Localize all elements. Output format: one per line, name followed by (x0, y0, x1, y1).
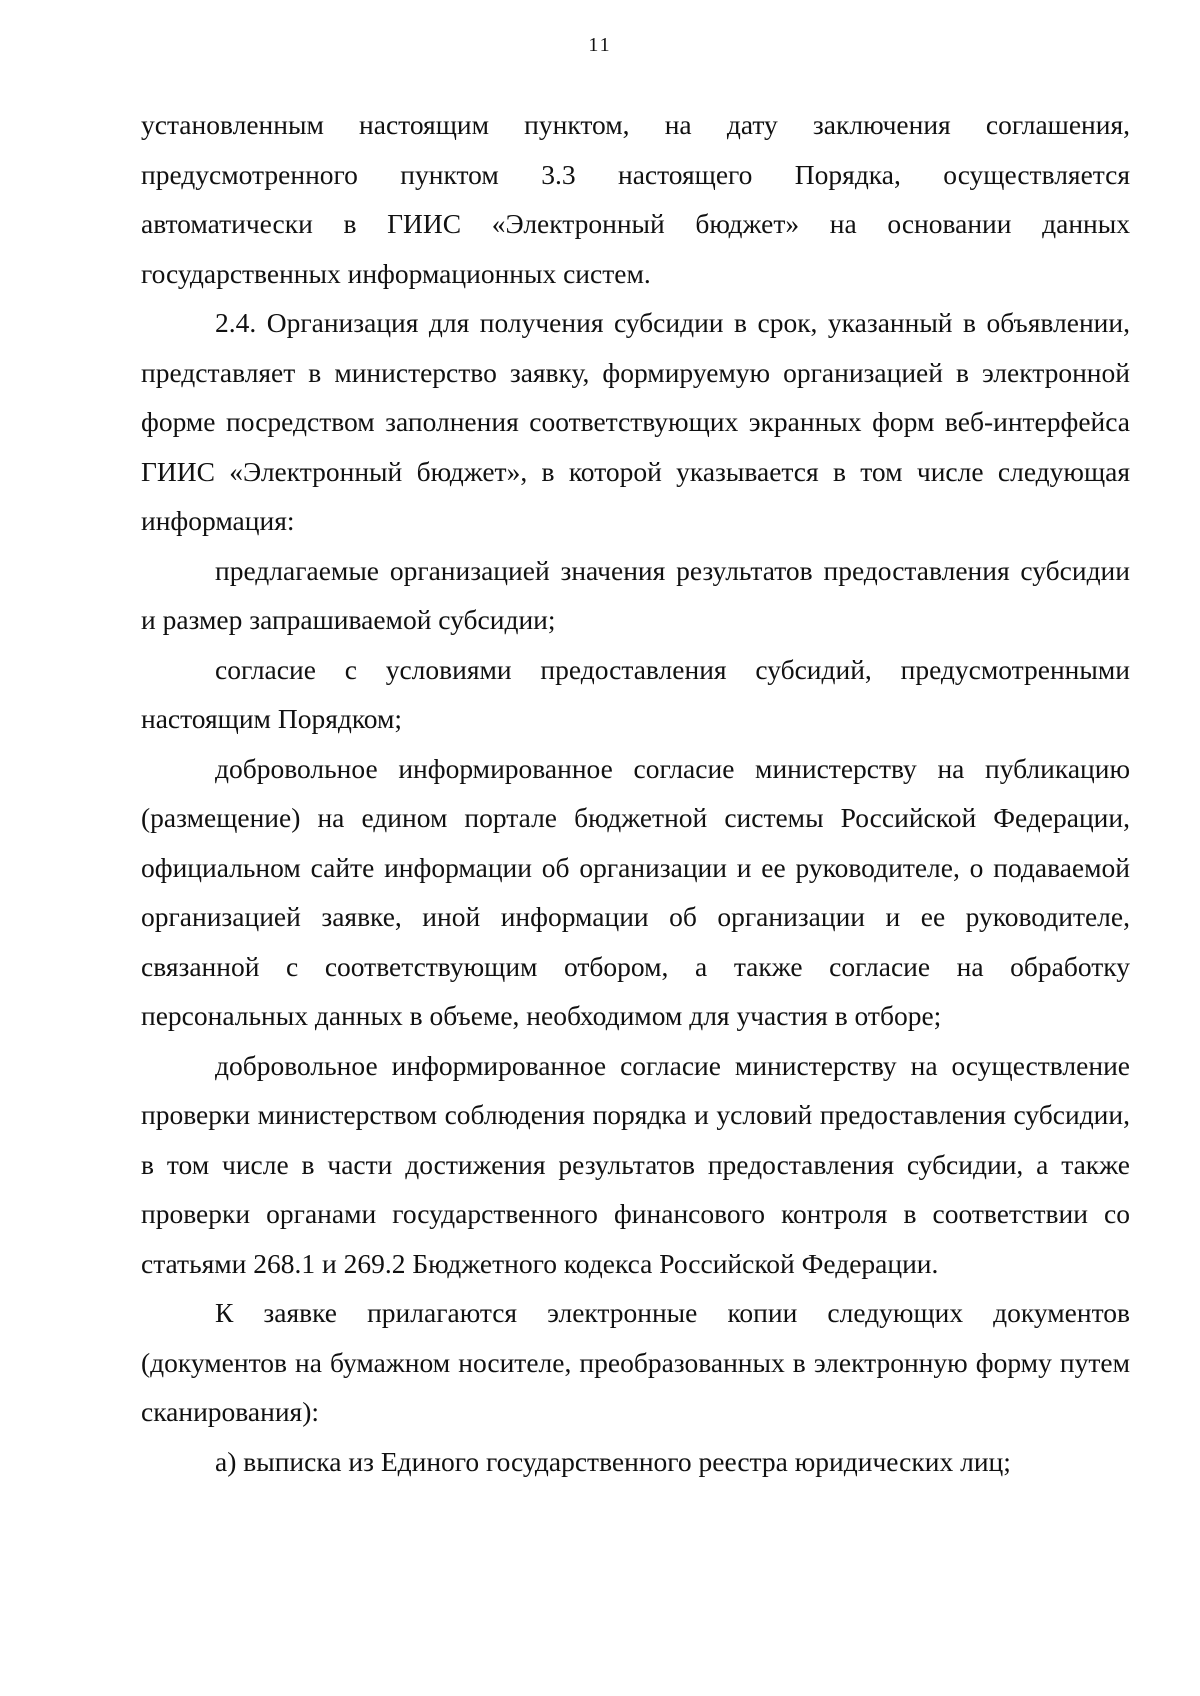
paragraph-proposed-results: предлагаемые организацией значения результатов предоставления субсидии и размер запрашиваемой субсидии; (141, 554, 1130, 635)
paragraph-consent-inspection: добровольное информированное согласие министерству на осуществление проверки министерством соблюдения порядка и условий предоставления субсидии, в том числе в части достижения результатов предоставления субсидии, а также проверки органами государственного финансового контроля в соответствии со статьями 268.1 и 269.2 Бюджетного кодекса Российской Федерации. (141, 1049, 1130, 1279)
paragraph-attachments: К заявке прилагаются электронные копии следующих документов (документов на бумажном носителе, преобразованных в электронную форму путем сканирования): (141, 1297, 1130, 1427)
page-number: 11 (588, 34, 612, 56)
paragraph-continuation: установленным настоящим пунктом, на дату заключения соглашения, предусмотренного пунктом 3.3 настоящего Порядка, осуществляется автоматически в ГИИС «Электронный бюджет» на основании данных государственных информационных систем. (141, 109, 1130, 289)
paragraph-item-a: а) выписка из Единого государственного реестра юридических лиц; (215, 1445, 1011, 1477)
paragraph-consent-conditions: согласие с условиями предоставления субсидий, предусмотренными настоящим Порядком; (141, 653, 1130, 734)
paragraph-consent-publication: добровольное информированное согласие министерству на публикацию (размещение) на едином портале бюджетной системы Российской Федерации, официальном сайте информации об организации и ее руководителе, о подаваемой организацией заявке, иной информации об организации и ее руководителе, связанной с соответствующим отбором, а также согласие на обработку персональных данных в объеме, необходимом для участия в отборе; (141, 752, 1130, 1031)
paragraph-clause-2-4: 2.4. Организация для получения субсидии в срок, указанный в объявлении, представляет в министерство заявку, формируемую организацией в электронной форме посредством заполнения соответствующих экранных форм веб-интерфейса ГИИС «Электронный бюджет», в которой указывается в том числе следующая информация: (141, 307, 1130, 536)
document-body (141, 100, 1130, 1486)
